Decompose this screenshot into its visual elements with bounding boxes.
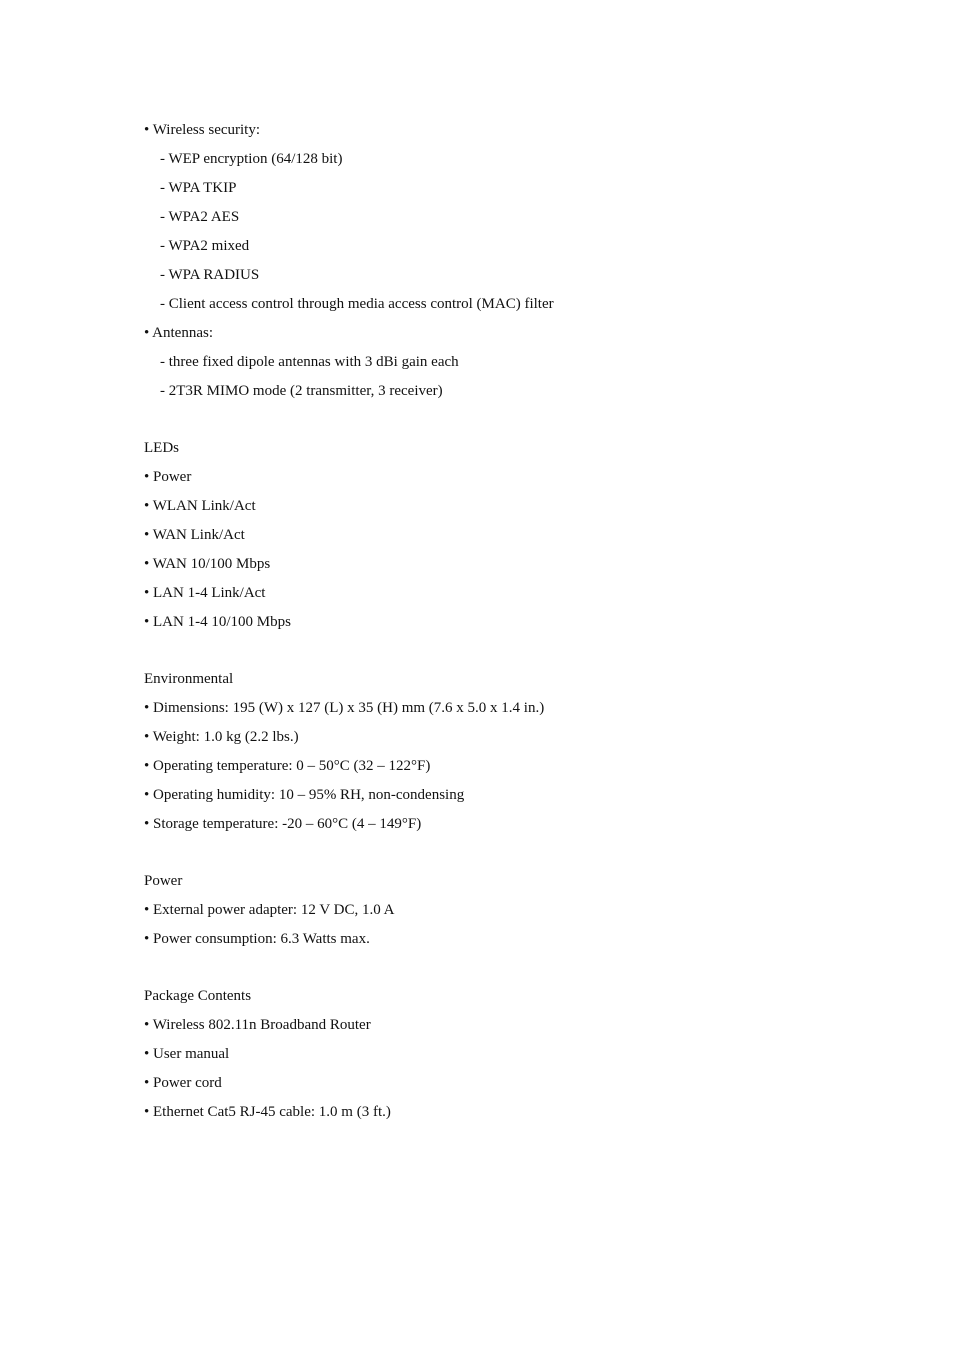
antennas-item: - 2T3R MIMO mode (2 transmitter, 3 receiver) bbox=[160, 383, 443, 399]
leds-item: • LAN 1-4 Link/Act bbox=[144, 585, 266, 601]
power-item: • External power adapter: 12 V DC, 1.0 A bbox=[144, 902, 395, 918]
leds-item: • WLAN Link/Act bbox=[144, 498, 256, 514]
package-contents-item: • Ethernet Cat5 RJ-45 cable: 1.0 m (3 ft.) bbox=[144, 1104, 391, 1120]
leds-item: • Power bbox=[144, 469, 192, 485]
spec-content bbox=[144, 116, 844, 1127]
section-spacer bbox=[144, 637, 844, 665]
section-spacer bbox=[144, 406, 844, 434]
power-item: • Power consumption: 6.3 Watts max. bbox=[144, 931, 370, 947]
leds-heading: LEDs bbox=[144, 440, 179, 456]
section-spacer bbox=[144, 954, 844, 982]
environmental-item: • Operating humidity: 10 – 95% RH, non-condensing bbox=[144, 787, 465, 803]
package-contents-item: • User manual bbox=[144, 1046, 230, 1062]
environmental-item: • Operating temperature: 0 – 50°C (32 – 122°F) bbox=[144, 758, 431, 774]
wireless-security-item: - WPA RADIUS bbox=[160, 267, 260, 283]
environmental-item: • Dimensions: 195 (W) x 127 (L) x 35 (H) mm (7.6 x 5.0 x 1.4 in.) bbox=[144, 700, 545, 716]
environmental-item: • Weight: 1.0 kg (2.2 lbs.) bbox=[144, 729, 299, 745]
wireless-security-item: - Client access control through media access control (MAC) filter bbox=[160, 296, 554, 312]
package-contents-item: • Power cord bbox=[144, 1075, 222, 1091]
wireless-security-label: • Wireless security: bbox=[144, 122, 261, 138]
package-contents-heading: Package Contents bbox=[144, 988, 252, 1004]
section-spacer bbox=[144, 839, 844, 867]
leds-item: • LAN 1-4 10/100 Mbps bbox=[144, 614, 291, 630]
power-heading: Power bbox=[144, 873, 183, 889]
environmental-item: • Storage temperature: -20 – 60°C (4 – 149°F) bbox=[144, 816, 422, 832]
antennas-label: • Antennas: bbox=[144, 325, 213, 341]
wireless-security-item: - WPA2 mixed bbox=[160, 238, 250, 254]
package-contents-item: • Wireless 802.11n Broadband Router bbox=[144, 1017, 371, 1033]
wireless-security-item: - WPA2 AES bbox=[160, 209, 240, 225]
leds-item: • WAN Link/Act bbox=[144, 527, 245, 543]
environmental-heading: Environmental bbox=[144, 671, 234, 687]
wireless-security-item: - WEP encryption (64/128 bit) bbox=[160, 151, 343, 167]
leds-item: • WAN 10/100 Mbps bbox=[144, 556, 271, 572]
antennas-item: - three fixed dipole antennas with 3 dBi gain each bbox=[160, 354, 459, 370]
wireless-security-item: - WPA TKIP bbox=[160, 180, 237, 196]
